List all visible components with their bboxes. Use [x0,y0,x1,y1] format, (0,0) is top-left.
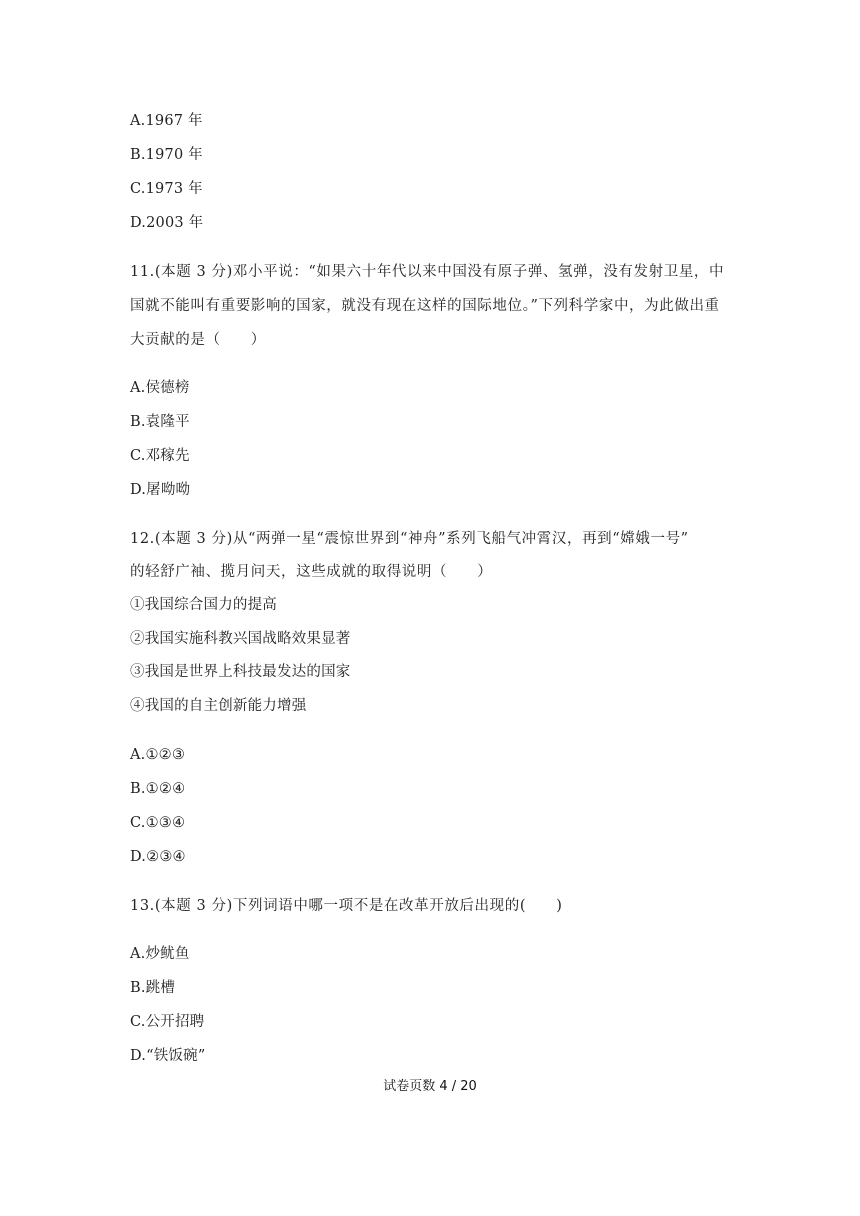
q13-option-d: D.“铁饭碗” [130,1048,206,1064]
q10-option-b: B.1970 年 [130,147,203,163]
q13-option-c: C.公开招聘 [130,1014,205,1030]
q12-option-b: B.①②④ [130,781,186,797]
q12-stem-line-1: 12.(本题 3 分)从“两弹一星“震惊世界到“神舟”系列飞船气冲霄汉，再到“嫦娥一号” [130,531,689,547]
q12-statement-1: ①我国综合国力的提高 [130,597,277,613]
q12-stem-line-2: 的轻舒广袖、揽月问天，这些成就的取得说明（ ） [130,564,493,580]
q11-option-d: D.屠呦呦 [130,482,191,498]
page-footer: 试卷页数 4 / 20 [383,1079,477,1094]
q10-option-c: C.1973 年 [130,181,203,197]
q12-statement-2: ②我国实施科教兴国战略效果显著 [130,631,351,647]
q13-stem-line-1: 13.(本题 3 分)下列词语中哪一项不是在改革开放后出现的( ) [130,898,563,914]
q12-option-c: C.①③④ [130,815,186,831]
q12-statement-3: ③我国是世界上科技最发达的国家 [130,664,351,680]
q10-option-d: D.2003 年 [130,215,204,231]
q11-stem-line-1: 11.(本题 3 分)邓小平说：“如果六十年代以来中国没有原子弹、氢弹，没有发射卫星，中 [130,264,725,280]
q11-option-c: C.邓稼先 [130,448,190,464]
q11-stem-line-3: 大贡献的是（ ） [130,332,266,348]
q10-option-a: A.1967 年 [130,113,203,129]
q12-option-d: D.②③④ [130,849,186,865]
q11-stem-line-2: 国就不能叫有重要影响的国家，就没有现在这样的国际地位。”下列科学家中，为此做出重 [130,298,720,314]
q13-option-b: B.跳槽 [130,980,176,996]
q11-option-a: A.侯德榜 [130,380,190,396]
q12-statement-4: ④我国的自主创新能力增强 [130,698,307,714]
q11-option-b: B.袁隆平 [130,414,190,430]
q12-option-a: A.①②③ [130,747,186,763]
q13-option-a: A.炒鱿鱼 [130,946,190,962]
